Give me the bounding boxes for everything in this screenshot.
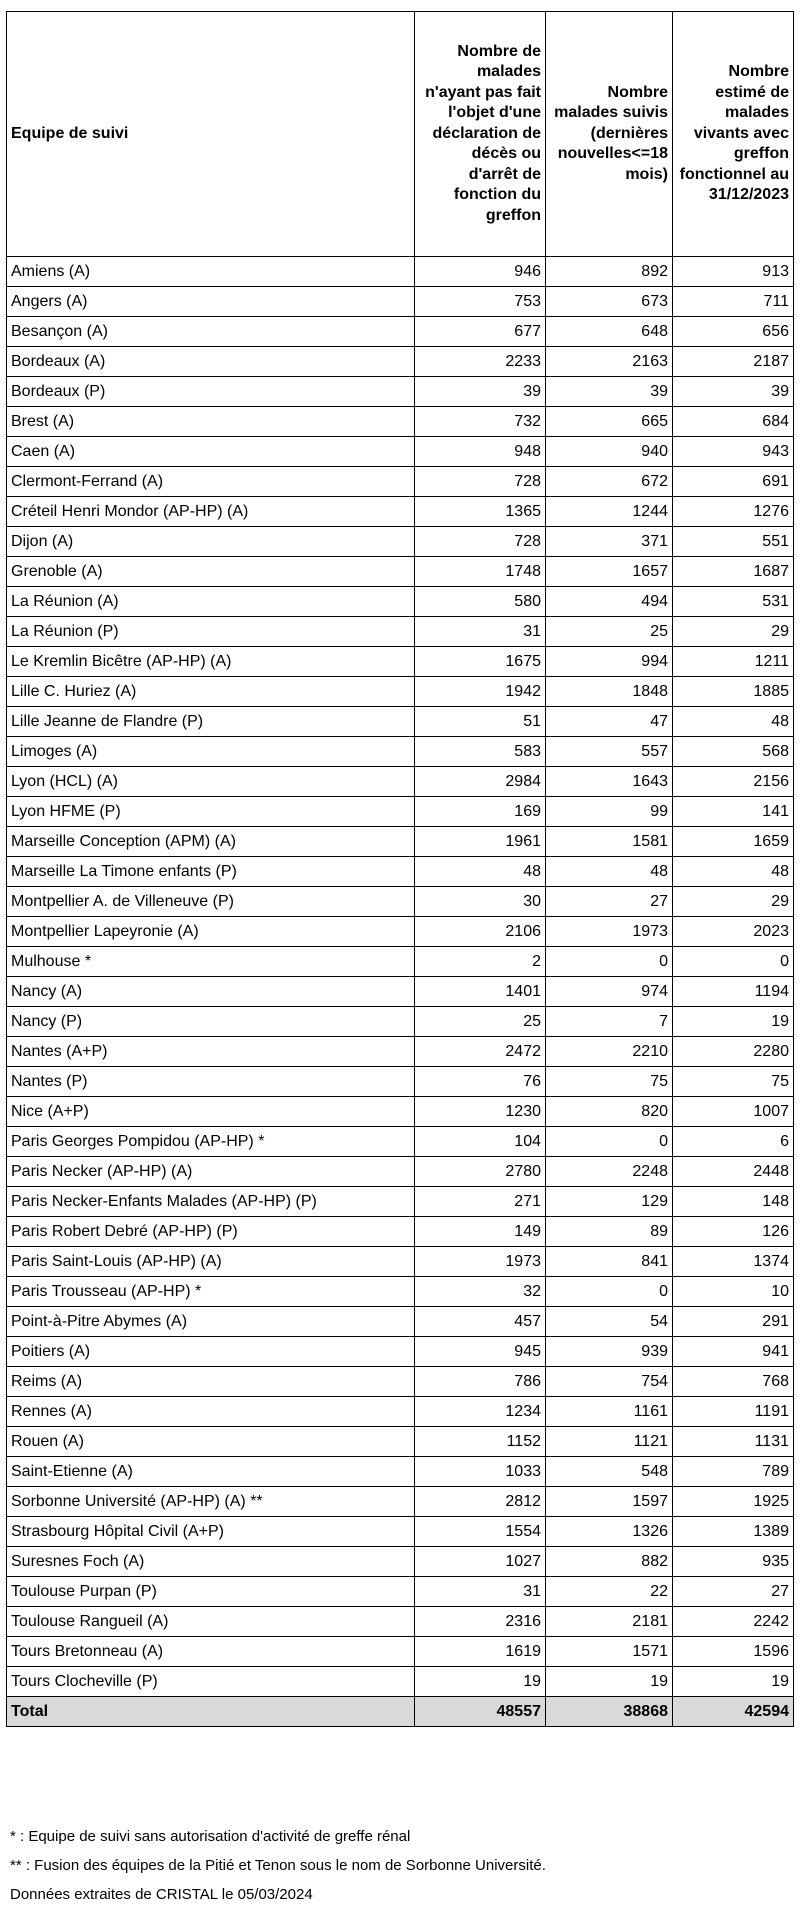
team-cell: Limoges (A) bbox=[7, 737, 415, 767]
header-row bbox=[7, 12, 794, 257]
not-declared-cell: 1942 bbox=[415, 677, 546, 707]
total-label: Total bbox=[7, 1697, 415, 1727]
team-cell: Nantes (A+P) bbox=[7, 1037, 415, 1067]
table-row bbox=[7, 917, 794, 947]
estimated-living-cell: 1389 bbox=[673, 1517, 794, 1547]
header-estimated-living: Nombre estimé de malades vivants avec greffon fonctionnel au 31/12/2023 bbox=[673, 12, 794, 257]
team-cell: Brest (A) bbox=[7, 407, 415, 437]
table-row bbox=[7, 1067, 794, 1097]
table-row bbox=[7, 1457, 794, 1487]
table-row bbox=[7, 1517, 794, 1547]
table-row bbox=[7, 737, 794, 767]
estimated-living-cell: 141 bbox=[673, 797, 794, 827]
estimated-living-cell: 2023 bbox=[673, 917, 794, 947]
table-row bbox=[7, 557, 794, 587]
followed-cell: 1326 bbox=[546, 1517, 673, 1547]
team-cell: Montpellier A. de Villeneuve (P) bbox=[7, 887, 415, 917]
team-cell: Tours Bretonneau (A) bbox=[7, 1637, 415, 1667]
estimated-living-cell: 568 bbox=[673, 737, 794, 767]
not-declared-cell: 1748 bbox=[415, 557, 546, 587]
estimated-living-cell: 29 bbox=[673, 887, 794, 917]
table-row bbox=[7, 1277, 794, 1307]
not-declared-cell: 2812 bbox=[415, 1487, 546, 1517]
table-row bbox=[7, 1097, 794, 1127]
not-declared-cell: 30 bbox=[415, 887, 546, 917]
team-cell: La Réunion (A) bbox=[7, 587, 415, 617]
estimated-living-cell: 75 bbox=[673, 1067, 794, 1097]
team-cell: Rennes (A) bbox=[7, 1397, 415, 1427]
estimated-living-cell: 39 bbox=[673, 377, 794, 407]
team-cell: Créteil Henri Mondor (AP-HP) (A) bbox=[7, 497, 415, 527]
team-cell: Marseille La Timone enfants (P) bbox=[7, 857, 415, 887]
table-row bbox=[7, 1007, 794, 1037]
team-cell: Montpellier Lapeyronie (A) bbox=[7, 917, 415, 947]
estimated-living-cell: 941 bbox=[673, 1337, 794, 1367]
followed-cell: 557 bbox=[546, 737, 673, 767]
estimated-living-cell: 691 bbox=[673, 467, 794, 497]
table-row bbox=[7, 1337, 794, 1367]
followed-cell: 371 bbox=[546, 527, 673, 557]
team-cell: Bordeaux (P) bbox=[7, 377, 415, 407]
not-declared-cell: 2106 bbox=[415, 917, 546, 947]
table-row bbox=[7, 1187, 794, 1217]
table-row bbox=[7, 1427, 794, 1457]
not-declared-cell: 2 bbox=[415, 947, 546, 977]
table-row bbox=[7, 1487, 794, 1517]
not-declared-cell: 2233 bbox=[415, 347, 546, 377]
estimated-living-cell: 126 bbox=[673, 1217, 794, 1247]
followed-cell: 2181 bbox=[546, 1607, 673, 1637]
estimated-living-cell: 1925 bbox=[673, 1487, 794, 1517]
total-followed: 38868 bbox=[546, 1697, 673, 1727]
table-row bbox=[7, 1577, 794, 1607]
not-declared-cell: 786 bbox=[415, 1367, 546, 1397]
team-cell: Lyon HFME (P) bbox=[7, 797, 415, 827]
followed-cell: 494 bbox=[546, 587, 673, 617]
estimated-living-cell: 1885 bbox=[673, 677, 794, 707]
not-declared-cell: 1401 bbox=[415, 977, 546, 1007]
table-row bbox=[7, 1547, 794, 1577]
followed-cell: 47 bbox=[546, 707, 673, 737]
team-cell: Strasbourg Hôpital Civil (A+P) bbox=[7, 1517, 415, 1547]
table-row bbox=[7, 617, 794, 647]
not-declared-cell: 1230 bbox=[415, 1097, 546, 1127]
estimated-living-cell: 656 bbox=[673, 317, 794, 347]
total-estimated-living: 42594 bbox=[673, 1697, 794, 1727]
followed-cell: 939 bbox=[546, 1337, 673, 1367]
followed-cell: 648 bbox=[546, 317, 673, 347]
team-cell: Marseille Conception (APM) (A) bbox=[7, 827, 415, 857]
estimated-living-cell: 291 bbox=[673, 1307, 794, 1337]
follow-up-table bbox=[6, 11, 794, 1727]
followed-cell: 820 bbox=[546, 1097, 673, 1127]
table-row bbox=[7, 1367, 794, 1397]
estimated-living-cell: 1194 bbox=[673, 977, 794, 1007]
not-declared-cell: 32 bbox=[415, 1277, 546, 1307]
table-body bbox=[7, 257, 794, 1697]
team-cell: Lille C. Huriez (A) bbox=[7, 677, 415, 707]
followed-cell: 672 bbox=[546, 467, 673, 497]
total-not-declared: 48557 bbox=[415, 1697, 546, 1727]
team-cell: Toulouse Purpan (P) bbox=[7, 1577, 415, 1607]
not-declared-cell: 169 bbox=[415, 797, 546, 827]
not-declared-cell: 728 bbox=[415, 467, 546, 497]
team-cell: Paris Necker (AP-HP) (A) bbox=[7, 1157, 415, 1187]
followed-cell: 1973 bbox=[546, 917, 673, 947]
followed-cell: 2210 bbox=[546, 1037, 673, 1067]
not-declared-cell: 457 bbox=[415, 1307, 546, 1337]
estimated-living-cell: 6 bbox=[673, 1127, 794, 1157]
team-cell: Besançon (A) bbox=[7, 317, 415, 347]
estimated-living-cell: 1687 bbox=[673, 557, 794, 587]
table-row bbox=[7, 377, 794, 407]
followed-cell: 1161 bbox=[546, 1397, 673, 1427]
team-cell: Sorbonne Université (AP-HP) (A) ** bbox=[7, 1487, 415, 1517]
not-declared-cell: 945 bbox=[415, 1337, 546, 1367]
estimated-living-cell: 2448 bbox=[673, 1157, 794, 1187]
followed-cell: 27 bbox=[546, 887, 673, 917]
followed-cell: 940 bbox=[546, 437, 673, 467]
not-declared-cell: 1234 bbox=[415, 1397, 546, 1427]
followed-cell: 48 bbox=[546, 857, 673, 887]
estimated-living-cell: 0 bbox=[673, 947, 794, 977]
not-declared-cell: 1619 bbox=[415, 1637, 546, 1667]
not-declared-cell: 19 bbox=[415, 1667, 546, 1697]
followed-cell: 2163 bbox=[546, 347, 673, 377]
estimated-living-cell: 1659 bbox=[673, 827, 794, 857]
data-source-note: Données extraites de CRISTAL le 05/03/2024 bbox=[10, 1886, 313, 1903]
estimated-living-cell: 684 bbox=[673, 407, 794, 437]
not-declared-cell: 51 bbox=[415, 707, 546, 737]
table-row bbox=[7, 587, 794, 617]
followed-cell: 665 bbox=[546, 407, 673, 437]
not-declared-cell: 1033 bbox=[415, 1457, 546, 1487]
not-declared-cell: 1961 bbox=[415, 827, 546, 857]
team-cell: Point-à-Pitre Abymes (A) bbox=[7, 1307, 415, 1337]
footnote-asterisk: * : Equipe de suivi sans autorisation d'activité de greffe rénal bbox=[10, 1828, 411, 1845]
header-not-declared: Nombre de malades n'ayant pas fait l'objet d'une déclaration de décès ou d'arrêt de fonction du greffon bbox=[415, 12, 546, 257]
not-declared-cell: 31 bbox=[415, 617, 546, 647]
team-cell: Saint-Etienne (A) bbox=[7, 1457, 415, 1487]
team-cell: Paris Robert Debré (AP-HP) (P) bbox=[7, 1217, 415, 1247]
table-row bbox=[7, 527, 794, 557]
team-cell: Rouen (A) bbox=[7, 1427, 415, 1457]
team-cell: Toulouse Rangueil (A) bbox=[7, 1607, 415, 1637]
followed-cell: 882 bbox=[546, 1547, 673, 1577]
table-row bbox=[7, 977, 794, 1007]
header-followed: Nombre malades suivis (dernières nouvelles<=18 mois) bbox=[546, 12, 673, 257]
not-declared-cell: 1152 bbox=[415, 1427, 546, 1457]
not-declared-cell: 1973 bbox=[415, 1247, 546, 1277]
team-cell: Nancy (A) bbox=[7, 977, 415, 1007]
followed-cell: 1657 bbox=[546, 557, 673, 587]
followed-cell: 89 bbox=[546, 1217, 673, 1247]
table-row bbox=[7, 287, 794, 317]
estimated-living-cell: 913 bbox=[673, 257, 794, 287]
followed-cell: 0 bbox=[546, 1127, 673, 1157]
team-cell: Nice (A+P) bbox=[7, 1097, 415, 1127]
table-row bbox=[7, 347, 794, 377]
team-cell: Amiens (A) bbox=[7, 257, 415, 287]
estimated-living-cell: 10 bbox=[673, 1277, 794, 1307]
not-declared-cell: 753 bbox=[415, 287, 546, 317]
team-cell: Tours Clocheville (P) bbox=[7, 1667, 415, 1697]
followed-cell: 25 bbox=[546, 617, 673, 647]
followed-cell: 673 bbox=[546, 287, 673, 317]
followed-cell: 1581 bbox=[546, 827, 673, 857]
header-team: Equipe de suivi bbox=[7, 12, 415, 257]
table-row bbox=[7, 857, 794, 887]
team-cell: Dijon (A) bbox=[7, 527, 415, 557]
estimated-living-cell: 29 bbox=[673, 617, 794, 647]
not-declared-cell: 946 bbox=[415, 257, 546, 287]
table-row bbox=[7, 947, 794, 977]
not-declared-cell: 2984 bbox=[415, 767, 546, 797]
table-row bbox=[7, 1637, 794, 1667]
not-declared-cell: 1365 bbox=[415, 497, 546, 527]
followed-cell: 1244 bbox=[546, 497, 673, 527]
not-declared-cell: 149 bbox=[415, 1217, 546, 1247]
not-declared-cell: 76 bbox=[415, 1067, 546, 1097]
followed-cell: 39 bbox=[546, 377, 673, 407]
estimated-living-cell: 531 bbox=[673, 587, 794, 617]
team-cell: Suresnes Foch (A) bbox=[7, 1547, 415, 1577]
table-row bbox=[7, 1217, 794, 1247]
team-cell: Paris Saint-Louis (AP-HP) (A) bbox=[7, 1247, 415, 1277]
not-declared-cell: 271 bbox=[415, 1187, 546, 1217]
not-declared-cell: 48 bbox=[415, 857, 546, 887]
estimated-living-cell: 2280 bbox=[673, 1037, 794, 1067]
followed-cell: 0 bbox=[546, 947, 673, 977]
followed-cell: 548 bbox=[546, 1457, 673, 1487]
estimated-living-cell: 935 bbox=[673, 1547, 794, 1577]
team-cell: Clermont-Ferrand (A) bbox=[7, 467, 415, 497]
followed-cell: 99 bbox=[546, 797, 673, 827]
table-row bbox=[7, 767, 794, 797]
estimated-living-cell: 1211 bbox=[673, 647, 794, 677]
estimated-living-cell: 1374 bbox=[673, 1247, 794, 1277]
team-cell: Mulhouse * bbox=[7, 947, 415, 977]
table-row bbox=[7, 647, 794, 677]
not-declared-cell: 31 bbox=[415, 1577, 546, 1607]
not-declared-cell: 2780 bbox=[415, 1157, 546, 1187]
table-row bbox=[7, 437, 794, 467]
estimated-living-cell: 1131 bbox=[673, 1427, 794, 1457]
table-row bbox=[7, 797, 794, 827]
followed-cell: 129 bbox=[546, 1187, 673, 1217]
estimated-living-cell: 768 bbox=[673, 1367, 794, 1397]
not-declared-cell: 1027 bbox=[415, 1547, 546, 1577]
team-cell: Paris Georges Pompidou (AP-HP) * bbox=[7, 1127, 415, 1157]
estimated-living-cell: 1276 bbox=[673, 497, 794, 527]
not-declared-cell: 2316 bbox=[415, 1607, 546, 1637]
estimated-living-cell: 551 bbox=[673, 527, 794, 557]
estimated-living-cell: 19 bbox=[673, 1667, 794, 1697]
table-row bbox=[7, 257, 794, 287]
followed-cell: 1571 bbox=[546, 1637, 673, 1667]
team-cell: Angers (A) bbox=[7, 287, 415, 317]
estimated-living-cell: 2187 bbox=[673, 347, 794, 377]
estimated-living-cell: 27 bbox=[673, 1577, 794, 1607]
not-declared-cell: 948 bbox=[415, 437, 546, 467]
followed-cell: 1848 bbox=[546, 677, 673, 707]
team-cell: Grenoble (A) bbox=[7, 557, 415, 587]
not-declared-cell: 677 bbox=[415, 317, 546, 347]
estimated-living-cell: 1191 bbox=[673, 1397, 794, 1427]
team-cell: Lyon (HCL) (A) bbox=[7, 767, 415, 797]
table-row bbox=[7, 1607, 794, 1637]
table-row bbox=[7, 707, 794, 737]
not-declared-cell: 2472 bbox=[415, 1037, 546, 1067]
footnotes bbox=[10, 1822, 546, 1909]
table-row bbox=[7, 497, 794, 527]
followed-cell: 841 bbox=[546, 1247, 673, 1277]
estimated-living-cell: 2156 bbox=[673, 767, 794, 797]
team-cell: Lille Jeanne de Flandre (P) bbox=[7, 707, 415, 737]
estimated-living-cell: 1596 bbox=[673, 1637, 794, 1667]
not-declared-cell: 1554 bbox=[415, 1517, 546, 1547]
estimated-living-cell: 148 bbox=[673, 1187, 794, 1217]
team-cell: Nancy (P) bbox=[7, 1007, 415, 1037]
not-declared-cell: 583 bbox=[415, 737, 546, 767]
followed-cell: 1121 bbox=[546, 1427, 673, 1457]
not-declared-cell: 728 bbox=[415, 527, 546, 557]
followed-cell: 7 bbox=[546, 1007, 673, 1037]
table-row bbox=[7, 407, 794, 437]
estimated-living-cell: 943 bbox=[673, 437, 794, 467]
not-declared-cell: 732 bbox=[415, 407, 546, 437]
team-cell: Reims (A) bbox=[7, 1367, 415, 1397]
team-cell: Poitiers (A) bbox=[7, 1337, 415, 1367]
total-row bbox=[7, 1697, 794, 1727]
estimated-living-cell: 1007 bbox=[673, 1097, 794, 1127]
estimated-living-cell: 48 bbox=[673, 857, 794, 887]
table-row bbox=[7, 677, 794, 707]
team-cell: Bordeaux (A) bbox=[7, 347, 415, 377]
team-cell: Le Kremlin Bicêtre (AP-HP) (A) bbox=[7, 647, 415, 677]
followed-cell: 19 bbox=[546, 1667, 673, 1697]
table-row bbox=[7, 317, 794, 347]
estimated-living-cell: 789 bbox=[673, 1457, 794, 1487]
followed-cell: 1643 bbox=[546, 767, 673, 797]
table-row bbox=[7, 1307, 794, 1337]
footnote-double-asterisk: ** : Fusion des équipes de la Pitié et Tenon sous le nom de Sorbonne Université. bbox=[10, 1857, 546, 1874]
followed-cell: 0 bbox=[546, 1277, 673, 1307]
table-row bbox=[7, 1667, 794, 1697]
table-row bbox=[7, 1037, 794, 1067]
followed-cell: 2248 bbox=[546, 1157, 673, 1187]
table-row bbox=[7, 827, 794, 857]
team-cell: La Réunion (P) bbox=[7, 617, 415, 647]
table-row bbox=[7, 467, 794, 497]
not-declared-cell: 39 bbox=[415, 377, 546, 407]
not-declared-cell: 580 bbox=[415, 587, 546, 617]
estimated-living-cell: 2242 bbox=[673, 1607, 794, 1637]
team-cell: Paris Trousseau (AP-HP) * bbox=[7, 1277, 415, 1307]
table-row bbox=[7, 1157, 794, 1187]
followed-cell: 54 bbox=[546, 1307, 673, 1337]
followed-cell: 892 bbox=[546, 257, 673, 287]
table-row bbox=[7, 1127, 794, 1157]
followed-cell: 994 bbox=[546, 647, 673, 677]
estimated-living-cell: 19 bbox=[673, 1007, 794, 1037]
not-declared-cell: 25 bbox=[415, 1007, 546, 1037]
table-row bbox=[7, 1397, 794, 1427]
followed-cell: 75 bbox=[546, 1067, 673, 1097]
followed-cell: 22 bbox=[546, 1577, 673, 1607]
team-cell: Caen (A) bbox=[7, 437, 415, 467]
team-cell: Nantes (P) bbox=[7, 1067, 415, 1097]
not-declared-cell: 104 bbox=[415, 1127, 546, 1157]
table-row bbox=[7, 1247, 794, 1277]
not-declared-cell: 1675 bbox=[415, 647, 546, 677]
followed-cell: 754 bbox=[546, 1367, 673, 1397]
estimated-living-cell: 48 bbox=[673, 707, 794, 737]
estimated-living-cell: 711 bbox=[673, 287, 794, 317]
table-row bbox=[7, 887, 794, 917]
team-cell: Paris Necker-Enfants Malades (AP-HP) (P) bbox=[7, 1187, 415, 1217]
followed-cell: 974 bbox=[546, 977, 673, 1007]
followed-cell: 1597 bbox=[546, 1487, 673, 1517]
